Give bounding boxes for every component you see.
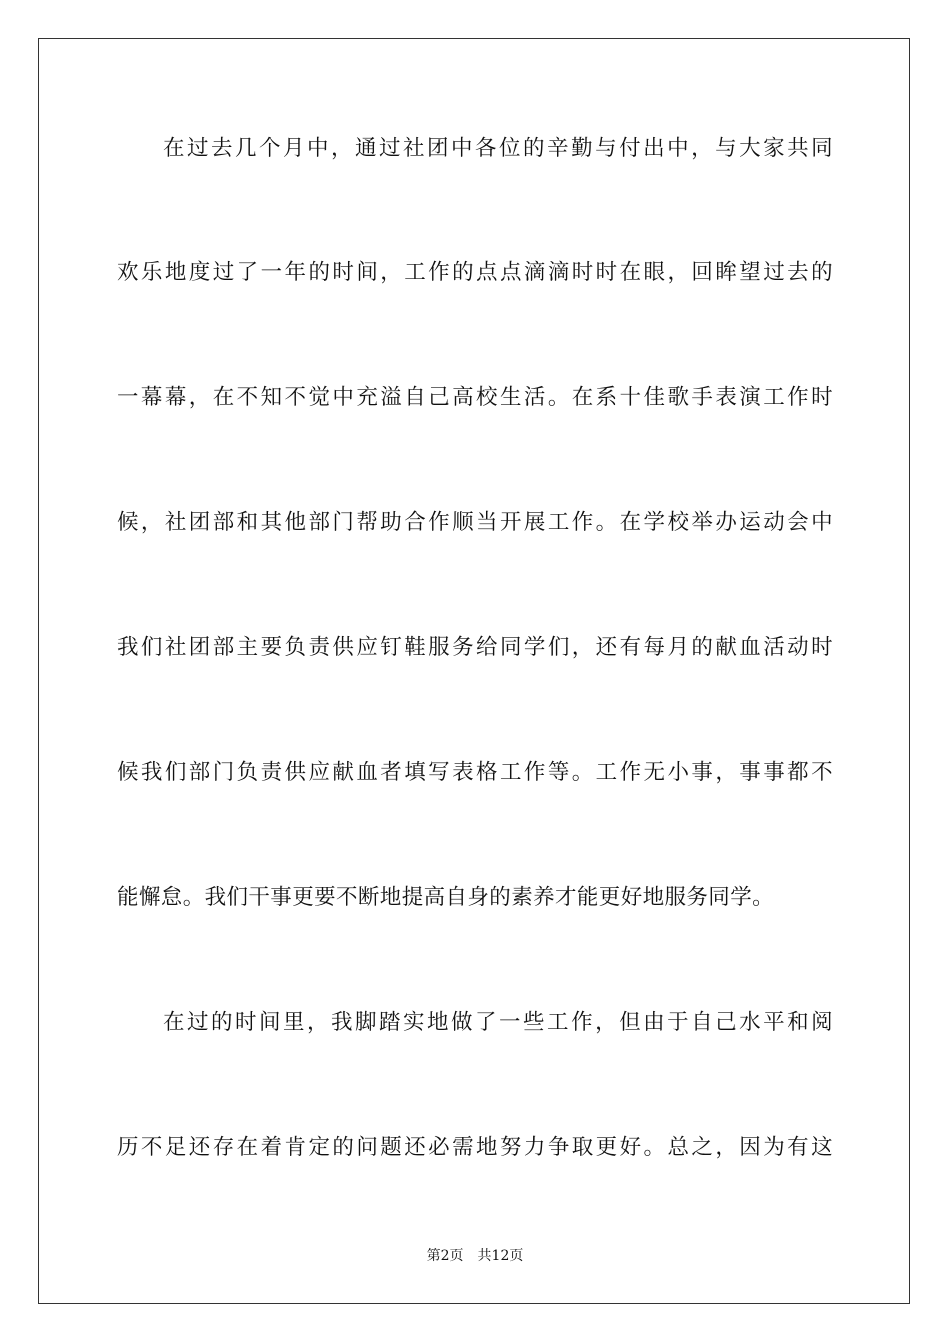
page-footer [0, 1246, 950, 1266]
page-total: 共12页 [477, 1248, 524, 1264]
text-line: 候我们部门负责供应献血者填写表格工作等。工作无小事，事事都不 [117, 760, 833, 785]
text-line: 历不足还存在着肯定的问题还必需地努力争取更好。总之，因为有这 [117, 1135, 833, 1160]
text-line: 候，社团部和其他部门帮助合作顺当开展工作。在学校举办运动会中 [117, 510, 833, 535]
page-border [38, 38, 910, 1304]
text-line: 能懈怠。我们干事更要不断地提高自身的素养才能更好地服务同学。 [117, 885, 775, 910]
text-line: 欢乐地度过了一年的时间，工作的点点滴滴时时在眼，回眸望过去的 [117, 260, 833, 285]
page-number: 第2页 [426, 1248, 464, 1264]
text-line: 一幕幕，在不知不觉中充溢自己高校生活。在系十佳歌手表演工作时 [117, 385, 833, 410]
text-line: 在过的时间里，我脚踏实地做了一些工作，但由于自己水平和阅 [163, 1010, 833, 1035]
text-line: 在过去几个月中，通过社团中各位的辛勤与付出中，与大家共同 [163, 136, 833, 161]
text-line: 我们社团部主要负责供应钉鞋服务给同学们，还有每月的献血活动时 [117, 635, 833, 660]
